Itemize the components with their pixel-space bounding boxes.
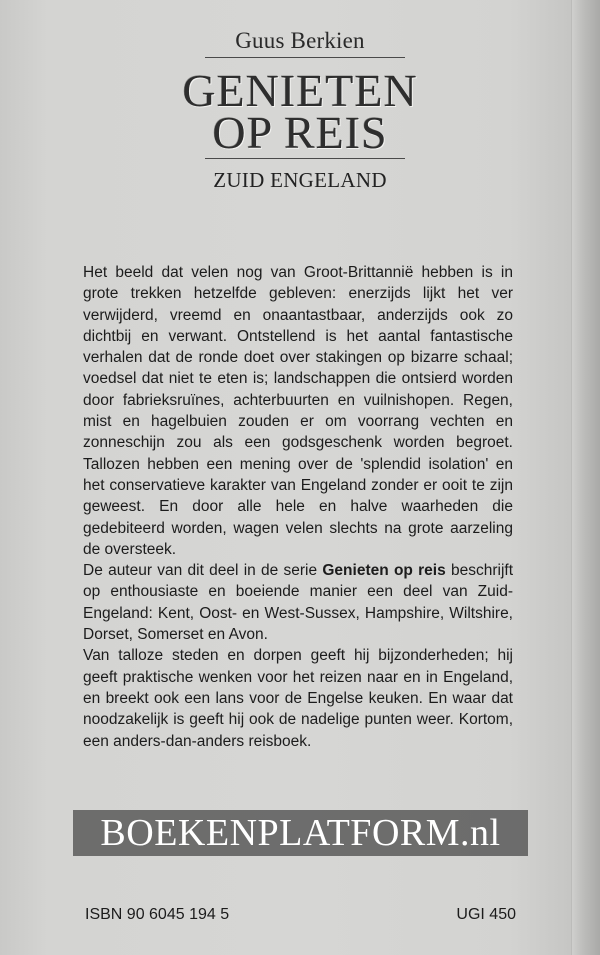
blurb-text bbox=[83, 262, 513, 752]
series-name: Genieten op reis bbox=[322, 562, 446, 580]
book-subtitle: ZUID ENGELAND bbox=[213, 168, 387, 192]
blurb-paragraph-3: Van talloze steden en dorpen geeft hij bijzonderheden; hij geeft praktische wenken voor het reizen naar en in Engeland, en breekt ook een lans voor de Engelse keuken. En waar dat noodzakelijk is geeft hij ook de nadelige punten weer. Kortom, een anders-dan-anders reisboek. bbox=[83, 647, 513, 750]
watermark-banner bbox=[73, 810, 528, 856]
blurb-paragraph-2-end: beschrijft op enthousiaste en boeiende manier een deel van Zuid-Engeland: Kent, Oost- en West-Sussex, Hampshire, Wiltshire, Dorset, Somerset en Avon. bbox=[83, 562, 514, 644]
blurb-paragraph-2-start: De auteur van dit deel in de serie bbox=[83, 562, 323, 580]
book-title-line-1: GENIETEN bbox=[182, 65, 418, 116]
blurb-paragraph-2 bbox=[83, 560, 513, 645]
title-rule-top bbox=[205, 57, 405, 58]
watermark-text: BOEKENPLATFORM.nl bbox=[100, 812, 501, 854]
title-rule-bottom bbox=[205, 158, 405, 159]
author-name: Guus Berkien bbox=[235, 28, 365, 53]
isbn-number: ISBN 90 6045 194 5 bbox=[85, 906, 230, 923]
book-title-line-2: OP REIS bbox=[212, 107, 388, 158]
ugi-code: UGI 450 bbox=[456, 906, 516, 923]
blurb-paragraph-1: Het beeld dat velen nog van Groot-Brittannië hebben is in grote trekken hetzelfde gebleven: enerzijds lijkt het ver verwijderd, vreemd en onaantastbaar, anderzijds ook zo dichtbij en verwant. Ontstellend is het aantal fantastische verhalen dat de ronde doet over stakingen op bizarre schaal; voedsel dat niet te eten is; landschappen die ontsierd worden door fabrieksruïnes, achterbuurten en vuilnishopen. Regen, mist en hagelbuien zouden er om voorrang vechten en zonneschijn zou als een godsgeschenk worden begroet. Tallozen hebben een mening over de 'splendid isolation' en het conservatieve karakter van Engeland zonder er ooit te zijn geweest. En door alle hele en halve waarheden die gedebiteerd worden, wagen velen slechts na grote aarzeling de oversteek. bbox=[83, 264, 513, 558]
